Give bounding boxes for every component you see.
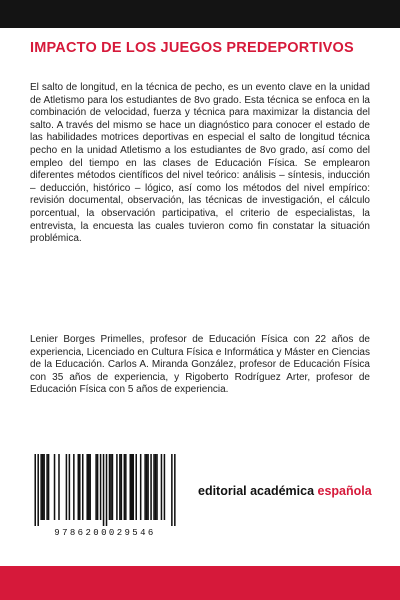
barcode-bar: [156, 454, 158, 520]
barcode-bar: [48, 454, 50, 520]
barcode-bar: [46, 454, 48, 520]
barcode-bar: [58, 454, 60, 520]
barcode-bar: [153, 454, 155, 520]
top-band: [0, 0, 400, 28]
barcode-bars: [30, 454, 180, 526]
barcode-bar: [140, 454, 142, 520]
bottom-band: [0, 566, 400, 600]
barcode-bar: [119, 454, 121, 520]
barcode-bar: [174, 454, 176, 526]
abstract-text: El salto de longitud, en la técnica de pecho, es un evento clave en la unidad de Atletismo para los estudiantes de 8vo grado. Esta técnica se enfoca en la combinación de velocidad, fuerza y técnica para maximizar la distancia del salto. A través del mismo se hace un diagnóstico para conocer el estado de las habilidades motrices deportivas en especial el salto de longitud técnica pecho en la unidad Atletismo a los estudiantes de 8vo grado, así como del empleo del tiempo en las clases de Educación Física. Se emplearon diferentes métodos científicos del nivel teórico: análisis – síntesis, inducción – deducción, histórico – lógico, así como los métodos del nivel empírico: revisión documental, observación, las técnicas de investigación, el cálculo porcentual, la observación participativa, el criterio de especialistas, la entrevista, la encuesta las cuales tuvieron como fin constatar la situación problémica.: [30, 82, 370, 245]
barcode-bar: [40, 454, 42, 520]
barcode-bar: [78, 454, 80, 520]
barcode-bar: [69, 454, 71, 520]
barcode-bar: [125, 454, 127, 520]
barcode-bar: [43, 454, 45, 520]
barcode-bar: [171, 454, 173, 526]
barcode-bar: [132, 454, 134, 520]
barcode-bar: [73, 454, 75, 520]
barcode-bar: [150, 454, 152, 520]
barcode-bar: [66, 454, 68, 520]
barcode-bar: [88, 454, 90, 520]
barcode-bar: [131, 454, 133, 520]
barcode-bar: [100, 454, 102, 520]
barcode-bar: [37, 454, 39, 526]
isbn-barcode: [30, 454, 180, 540]
barcode-bar: [112, 454, 114, 520]
barcode-bar: [161, 454, 163, 520]
barcode-bar: [82, 454, 84, 520]
barcode-bar: [116, 454, 118, 520]
publisher-logo: [198, 484, 373, 498]
barcode-bar: [155, 454, 157, 520]
barcode-bar: [86, 454, 88, 520]
barcode-bar: [42, 454, 44, 520]
publisher-name: editorial académica: [198, 484, 318, 498]
book-title: IMPACTO DE LOS JUEGOS PREDEPORTIVOS: [30, 40, 354, 56]
barcode-bar: [124, 454, 126, 520]
barcode-bar: [144, 454, 146, 520]
barcode-bar: [95, 454, 97, 520]
barcode-bar: [130, 454, 132, 520]
barcode-bar: [54, 454, 56, 520]
authors-bio: Lenier Borges Primelles, profesor de Educación Física con 22 años de experiencia, Licenciado en Cultura Física e Informática y Máster en Ciencias de la Educación. Carlos A. Miranda González, profesor de Educación Física con 35 años de experiencia, y Rigoberto Rodríguez Arter, profesor de Educación Física con 5 años de experiencia.: [30, 334, 370, 396]
barcode-bar: [97, 454, 99, 520]
barcode-bar: [34, 454, 36, 526]
barcode-bar: [146, 454, 148, 520]
barcode-bar: [89, 454, 91, 520]
barcode-bar: [109, 454, 111, 520]
barcode-bar: [147, 454, 149, 520]
publisher-name-accent: española: [317, 484, 372, 498]
barcode-bar: [79, 454, 81, 520]
barcode-bar: [164, 454, 166, 520]
isbn-digits: 9786200029546: [54, 528, 156, 538]
barcode-bar: [106, 454, 108, 526]
barcode-bar: [110, 454, 112, 520]
barcode-bar: [103, 454, 105, 526]
barcode-bar: [135, 454, 137, 520]
barcode-bar: [121, 454, 123, 520]
